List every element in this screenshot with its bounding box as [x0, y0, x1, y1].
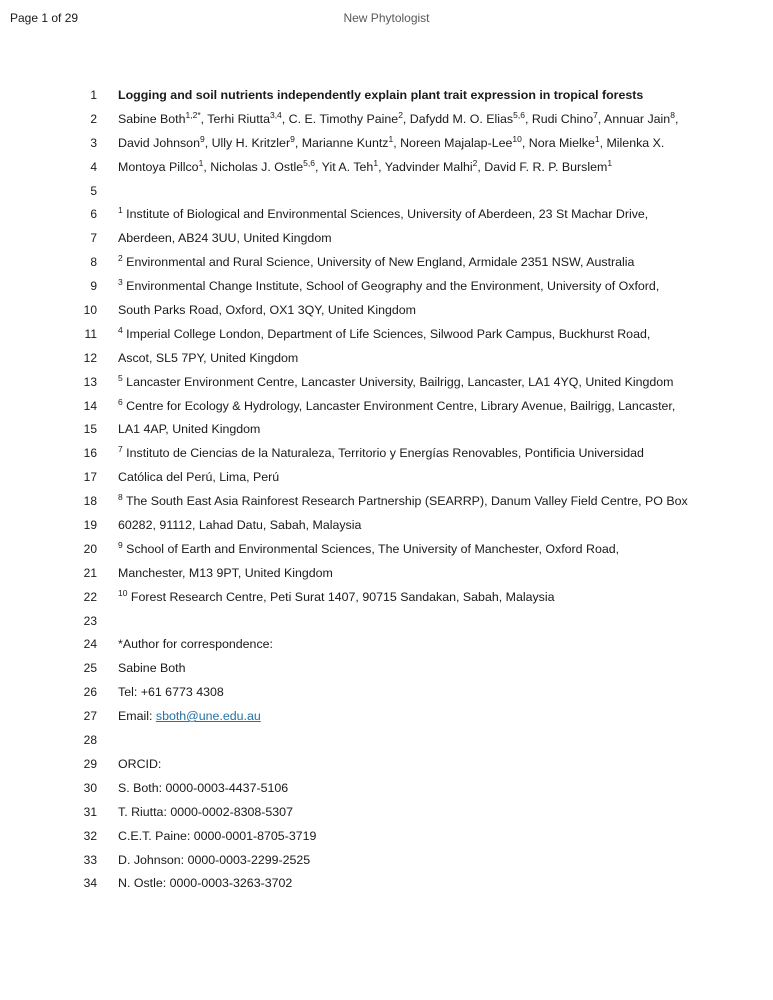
- affiliation-superscript: 8: [118, 492, 123, 503]
- line-number: 6: [90, 207, 97, 222]
- line-number: 28: [83, 733, 97, 748]
- line-text: N. Ostle: 0000-0003-3263-3702: [118, 876, 293, 891]
- manuscript-line: [0, 872, 773, 896]
- affiliation-superscript: 8: [670, 109, 675, 120]
- manuscript-line: [0, 132, 773, 156]
- affiliation-superscript: 1,2*: [185, 109, 201, 120]
- line-number: 17: [83, 470, 97, 485]
- line-number: 23: [83, 613, 97, 628]
- manuscript-line: [0, 156, 773, 180]
- manuscript-line: [0, 657, 773, 681]
- line-number: 5: [90, 183, 97, 198]
- line-text: Aberdeen, AB24 3UU, United Kingdom: [118, 231, 332, 246]
- affiliation-superscript: 1: [198, 157, 204, 168]
- line-number: 1: [90, 88, 97, 102]
- manuscript-line: [0, 347, 773, 371]
- manuscript-line: [0, 514, 773, 538]
- manuscript-line: [0, 825, 773, 849]
- line-number: 31: [83, 804, 97, 819]
- line-text: $^8$ The South East Asia Rainforest Research Partnership (SEARRP), Danum Valley Field Centre, PO Box: [118, 492, 688, 509]
- manuscript-line: [0, 729, 773, 753]
- line-text: $^6$ Centre for Ecology & Hydrology, Lancaster Environment Centre, Library Avenue, Bailrigg, Lancaster,: [118, 396, 676, 413]
- page-number-label: Page 1 of 29: [10, 11, 79, 25]
- manuscript-line: [0, 299, 773, 323]
- manuscript-line: [0, 681, 773, 705]
- affiliation-superscript: 9: [118, 539, 123, 550]
- manuscript-line: [0, 108, 773, 132]
- line-text: LA1 4AP, United Kingdom: [118, 422, 261, 437]
- line-text: $^9$ School of Earth and Environmental Sciences, The University of Manchester, Oxford Road,: [118, 539, 620, 556]
- line-number: 30: [83, 780, 97, 795]
- line-text: $^2$ Environmental and Rural Science, University of New England, Armidale 2351 NSW, Australia: [118, 253, 635, 270]
- line-number: 15: [83, 422, 97, 437]
- affiliation-superscript: 10: [118, 587, 128, 598]
- manuscript-line: [0, 753, 773, 777]
- affiliation-superscript: 5,6: [303, 157, 315, 168]
- manuscript-line: [0, 633, 773, 657]
- affiliation-superscript: 5: [118, 372, 123, 383]
- line-text: $^4$ Imperial College London, Department of Life Sciences, Silwood Park Campus, Buckhurst Road,: [118, 324, 651, 341]
- line-text: $^{10}$ Forest Research Centre, Peti Surat 1407, 90715 Sandakan, Sabah, Malaysia: [118, 587, 555, 604]
- line-text: T. Riutta: 0000-0002-8308-5307: [118, 804, 293, 819]
- line-number: 19: [83, 518, 97, 533]
- line-text: Sabine Both: [118, 661, 186, 676]
- line-number: 27: [83, 709, 97, 724]
- line-number: 13: [83, 374, 97, 389]
- affiliation-superscript: 2: [472, 157, 478, 168]
- line-text: Sabine Both$^{1,2*}$, Terhi Riutta$^{3,4}$, C. E. Timothy Paine$^2$, Dafydd M. O. Elias$^{5,6}$, Rudi Chino$^7$, Annuar Jain$^8$,: [118, 109, 679, 126]
- affiliation-superscript: 7: [118, 444, 123, 455]
- affiliation-superscript: 2: [118, 253, 123, 264]
- manuscript-line: [0, 466, 773, 490]
- affiliation-superscript: 3,4: [269, 109, 282, 120]
- line-number: 33: [83, 852, 97, 867]
- line-number: 24: [83, 637, 97, 652]
- line-text: 60282, 91112, Lahad Datu, Sabah, Malaysia: [118, 518, 362, 533]
- manuscript-line: [0, 323, 773, 347]
- line-number: 32: [83, 828, 97, 843]
- line-number: 2: [90, 111, 97, 126]
- line-text: Manchester, M13 9PT, United Kingdom: [118, 565, 333, 580]
- line-number: 12: [83, 350, 97, 365]
- line-number: 29: [83, 756, 97, 771]
- email-link[interactable]: sboth@une.edu.au: [155, 709, 261, 724]
- line-number: 26: [83, 685, 97, 700]
- manuscript-line: [0, 227, 773, 251]
- line-text: South Parks Road, Oxford, OX1 3QY, United Kingdom: [118, 303, 416, 318]
- affiliation-superscript: 3: [118, 277, 123, 287]
- manuscript-line: [0, 251, 773, 275]
- affiliation-superscript: 4: [118, 324, 123, 335]
- line-text: $^1$ Institute of Biological and Environmental Sciences, University of Aberdeen, 23 St Machar Drive,: [118, 205, 649, 222]
- line-number: 22: [83, 589, 97, 604]
- manuscript-line: [0, 538, 773, 562]
- line-text: C.E.T. Paine: 0000-0001-8705-3719: [118, 828, 317, 843]
- manuscript-line: [0, 490, 773, 514]
- affiliation-superscript: 10: [512, 133, 522, 144]
- line-number: 18: [83, 494, 97, 509]
- manuscript-line: [0, 705, 773, 729]
- affiliation-superscript: 2: [398, 109, 403, 120]
- affiliation-superscript: 1: [607, 157, 613, 168]
- manuscript-line: [0, 395, 773, 419]
- affiliation-superscript: 5,6: [513, 109, 525, 120]
- affiliation-superscript: 9: [290, 133, 295, 144]
- line-text: David Johnson$^9$, Ully H. Kritzler$^9$, Marianne Kuntz$^1$, Noreen Majalap-Lee$^{10}$, Nora Mielke$^1$, Milenka X.: [118, 133, 665, 150]
- manuscript-line: [0, 275, 773, 299]
- line-number: 9: [90, 279, 97, 294]
- manuscript-line: [0, 777, 773, 801]
- line-number: 20: [83, 541, 97, 556]
- manuscript-line: [0, 203, 773, 227]
- line-number: 34: [83, 876, 97, 891]
- affiliation-superscript: 1: [118, 205, 123, 216]
- manuscript-line: [0, 442, 773, 466]
- line-number: 21: [83, 565, 97, 580]
- line-text: $^7$ Instituto de Ciencias de la Naturaleza, Territorio y Energías Renovables, Pontificia Universidad: [118, 444, 644, 461]
- line-text: Católica del Perú, Lima, Perú: [118, 470, 280, 485]
- manuscript-line: [0, 180, 773, 204]
- manuscript-line: [0, 84, 773, 108]
- affiliation-superscript: 1: [594, 133, 600, 144]
- line-number: 16: [83, 446, 97, 461]
- affiliation-superscript: 1: [388, 133, 394, 144]
- line-text: Ascot, SL5 7PY, United Kingdom: [118, 350, 299, 365]
- journal-header: New Phytologist: [343, 11, 430, 25]
- line-number: 3: [90, 135, 97, 150]
- manuscript-line: [0, 586, 773, 610]
- affiliation-superscript: 1: [373, 157, 379, 168]
- line-number: 10: [83, 303, 97, 318]
- line-text: Logging and soil nutrients independently explain plant trait expression in tropical forests: [118, 88, 644, 102]
- line-number: 7: [90, 231, 97, 246]
- line-text: Montoya Pillco$^1$, Nicholas J. Ostle$^{5,6}$, Yit A. Teh$^1$, Yadvinder Malhi$^2$, David F. R. P. Burslem$^1$: [118, 157, 613, 174]
- line-text: Tel: +61 6773 4308: [118, 685, 224, 700]
- manuscript-lines: [0, 84, 773, 896]
- line-number: 11: [84, 326, 97, 341]
- line-text: $^3$ Environmental Change Institute, School of Geography and the Environment, University of Oxford,: [118, 277, 660, 294]
- line-number: 25: [83, 661, 97, 676]
- manuscript-line: [0, 801, 773, 825]
- line-text: D. Johnson: 0000-0003-2299-2525: [118, 852, 311, 867]
- affiliation-superscript: 6: [118, 396, 123, 407]
- line-number: 14: [83, 398, 97, 413]
- line-text: Email: sboth@une.edu.au: [118, 709, 261, 724]
- line-text: *Author for correspondence:: [118, 637, 273, 652]
- manuscript-line: [0, 610, 773, 634]
- affiliation-superscript: 9: [199, 133, 205, 144]
- line-text: ORCID:: [118, 756, 162, 771]
- manuscript-line: [0, 371, 773, 395]
- line-text: S. Both: 0000-0003-4437-5106: [118, 780, 289, 795]
- line-number: 8: [90, 255, 97, 270]
- line-text: $^5$ Lancaster Environment Centre, Lancaster University, Bailrigg, Lancaster, LA1 4YQ, United Kingdom: [118, 372, 674, 389]
- manuscript-line: [0, 562, 773, 586]
- manuscript-line: [0, 418, 773, 442]
- line-number: 4: [90, 159, 97, 174]
- affiliation-superscript: 7: [593, 109, 598, 120]
- manuscript-line: [0, 849, 773, 873]
